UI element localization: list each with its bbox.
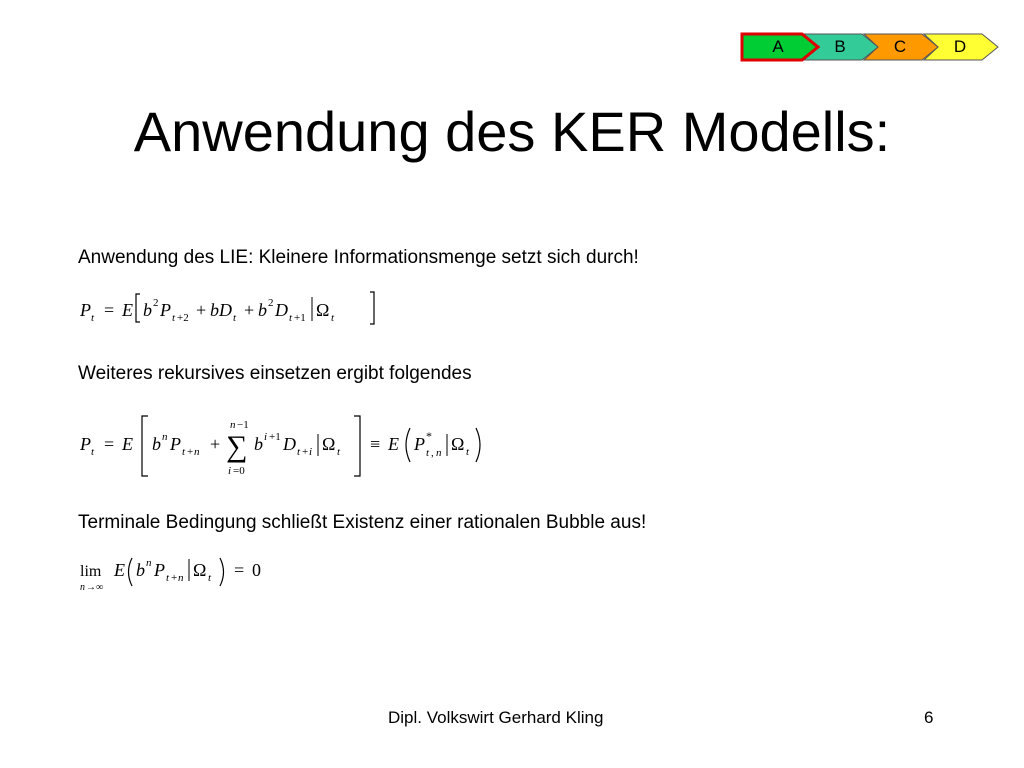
svg-text:*: * [426,429,432,443]
svg-text:≡: ≡ [370,434,381,454]
svg-text:t: t [91,446,95,458]
svg-text:t: t [297,446,301,458]
svg-text:Ω: Ω [193,560,207,580]
svg-text:E: E [114,560,125,580]
svg-text:n: n [178,572,184,584]
svg-text:t: t [91,312,95,324]
formula-fundamental-value-render [78,412,498,482]
svg-text:bD: bD [210,300,232,320]
nav-step-b-label: B [834,37,846,56]
nav-step-a-shape[interactable] [742,34,818,60]
svg-text:b: b [143,300,152,320]
svg-text:+: + [196,300,207,320]
svg-text:E: E [122,300,133,320]
slide-title: Anwendung des KER Modells: [133,100,891,163]
nav-step-a-label: A [772,37,784,56]
lie-statement: Anwendung des LIE: Kleinere Informationsmenge setzt sich durch! [78,247,639,268]
svg-text:n: n [80,582,85,593]
svg-text:t: t [208,572,212,584]
svg-text:t: t [289,312,293,324]
svg-text:t: t [233,312,237,324]
svg-text:Ω: Ω [322,434,336,454]
svg-text:b: b [136,560,145,580]
formula-price-recursion [78,288,398,333]
svg-text:P: P [154,560,165,580]
svg-text:t: t [466,446,470,458]
svg-text:t: t [426,447,430,459]
svg-text:D: D [283,434,296,454]
page-number: 6 [924,708,934,727]
svg-text:,: , [431,447,434,459]
svg-text:b: b [152,434,161,454]
svg-text:+1: +1 [269,431,281,443]
svg-text:n: n [230,419,236,431]
svg-text:=: = [104,434,115,454]
svg-text:Ω: Ω [316,300,330,320]
svg-text:+: + [171,572,178,584]
formula-terminal-condition-render [78,548,298,598]
svg-text:n: n [436,447,442,459]
progress-nav-shapes [740,32,1002,62]
svg-text:+2: +2 [177,312,189,324]
nav-step-c-label: C [893,37,907,56]
svg-text:=: = [104,300,115,320]
svg-text:t: t [182,446,186,458]
svg-text:i: i [309,446,313,458]
svg-text:t: t [172,312,176,324]
svg-text:P: P [170,434,181,454]
svg-text:b: b [258,300,267,320]
footer-author: Dipl. Volkswirt Gerhard Kling [388,708,604,727]
svg-text:−1: −1 [237,419,249,431]
svg-text:P: P [80,300,91,320]
nav-step-d-label: D [953,37,967,56]
svg-text:P: P [160,300,171,320]
svg-text:P: P [80,434,91,454]
formula-fundamental-value [78,412,498,487]
svg-text:+1: +1 [294,312,306,324]
svg-text:E: E [122,434,133,454]
svg-text:+: + [244,300,255,320]
svg-text:t: t [331,312,335,324]
formula-terminal-condition [78,548,298,603]
svg-text:2: 2 [268,297,274,309]
svg-text:∑: ∑ [226,430,248,463]
svg-text:t: t [337,446,341,458]
svg-text:E: E [388,434,399,454]
svg-text:n: n [146,557,152,569]
svg-text:+: + [302,446,309,458]
svg-text:0: 0 [252,560,261,580]
progress-nav [740,32,1002,62]
terminal-condition-statement: Terminale Bedingung schließt Existenz einer rationalen Bubble aus! [78,512,647,533]
svg-text:=0: =0 [233,465,245,477]
svg-text:+: + [210,434,221,454]
svg-text:t: t [166,572,170,584]
svg-text:Ω: Ω [451,434,465,454]
svg-text:+: + [187,446,194,458]
svg-text:P: P [414,434,425,454]
svg-text:=: = [234,560,245,580]
formula-price-recursion-render [78,288,398,328]
svg-text:i: i [228,465,232,477]
svg-text:lim: lim [80,563,102,580]
recursion-statement: Weiteres rekursives einsetzen ergibt folgendes [78,363,472,384]
svg-text:D: D [275,300,288,320]
svg-text:n: n [162,431,168,443]
svg-text:n: n [194,446,200,458]
svg-text:2: 2 [153,297,159,309]
svg-text:b: b [254,434,263,454]
svg-text:→∞: →∞ [86,582,104,593]
svg-text:i: i [264,431,268,443]
